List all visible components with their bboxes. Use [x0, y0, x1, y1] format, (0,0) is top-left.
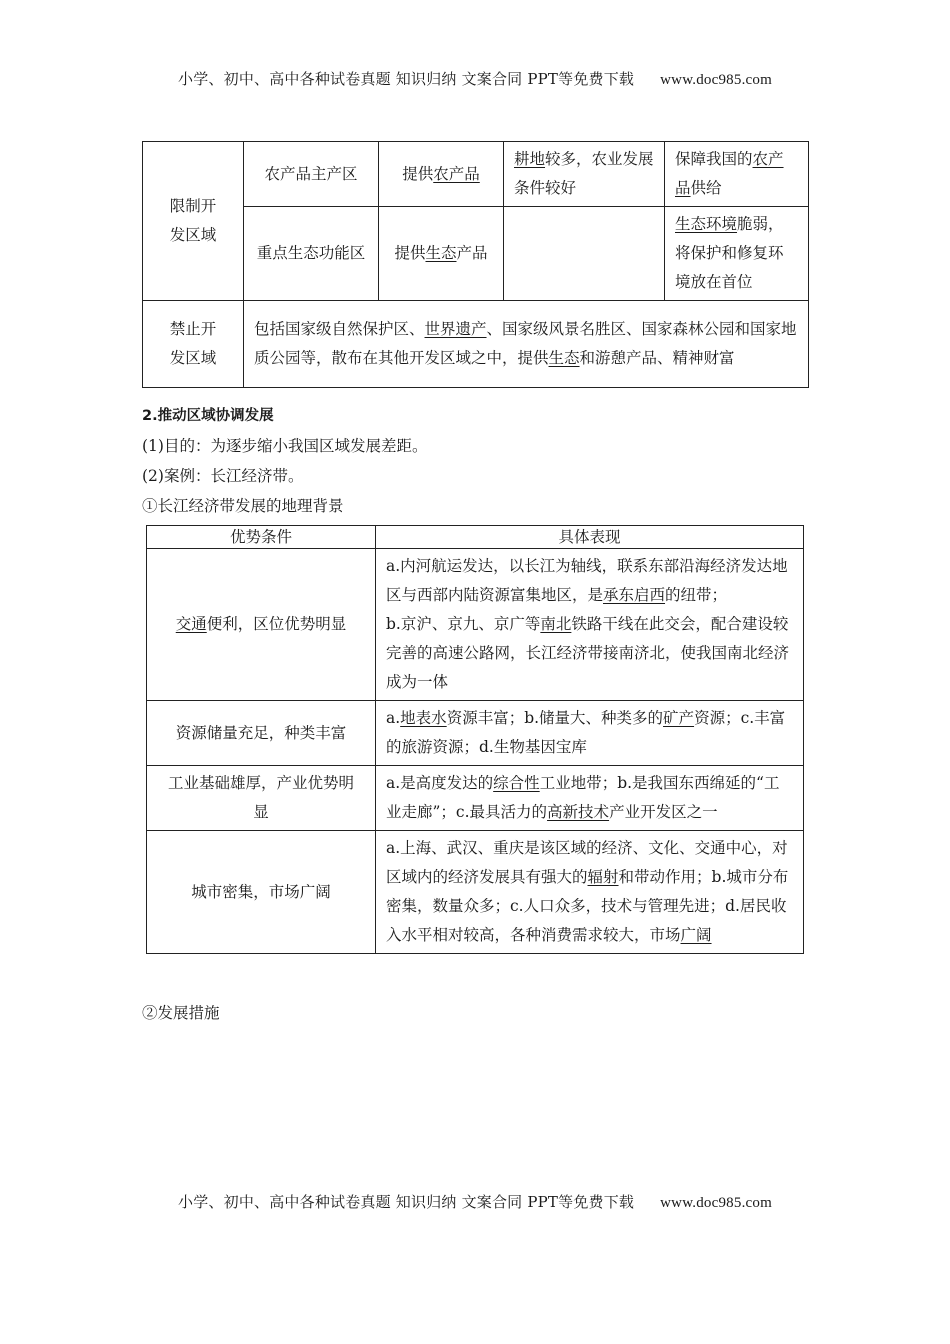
yangtze-advantages-table	[146, 525, 804, 954]
forbidden-zone-label: 禁止开发区域	[143, 301, 244, 388]
purpose-paragraph: (1)目的：为逐步缩小我国区域发展差距。	[142, 437, 428, 455]
development-zones-table	[142, 141, 809, 388]
eco-zone-type: 重点生态功能区	[244, 207, 379, 301]
transport-condition: 交通便利，区位优势明显	[147, 549, 376, 701]
header-advantage: 优势条件	[147, 526, 376, 549]
section-title: 2.推动区域协调发展	[142, 408, 274, 424]
geo-background-heading: ①长江经济带发展的地理背景	[142, 497, 344, 515]
agri-zone-condition: 耕地较多，农业发展条件较好	[504, 142, 665, 207]
industry-detail: a.是高度发达的综合性工业地带；b.是我国东西绵延的“工业走廊”；c.最具活力的高新技术产业开发区之一	[376, 766, 804, 831]
page-header	[0, 68, 950, 89]
agri-zone-goal: 保障我国的农产品供给	[665, 142, 809, 207]
industry-condition: 工业基础雄厚，产业优势明显	[147, 766, 376, 831]
header-text: 小学、初中、高中各种试卷真题 知识归纳 文案合同 PPT等免费下载	[178, 70, 635, 88]
eco-zone-function: 提供生态产品	[379, 207, 504, 301]
agri-zone-function: 提供农产品	[379, 142, 504, 207]
city-market-detail: a.上海、武汉、重庆是该区域的经济、文化、交通中心，对区域内的经济发展具有强大的辐射和带动作用；b.城市分布密集，数量众多；c.人口众多，技术与管理先进；d.居民收入水平相对较高，各种消费需求较大，市场广阔	[376, 831, 804, 954]
header-detail: 具体表现	[376, 526, 804, 549]
restricted-zone-label: 限制开发区域	[143, 142, 244, 301]
resource-condition: 资源储量充足，种类丰富	[147, 701, 376, 766]
eco-zone-goal: 生态环境脆弱，将保护和修复环境放在首位	[665, 207, 809, 301]
case-paragraph: (2)案例：长江经济带。	[142, 467, 304, 485]
forbidden-zone-description: 包括国家级自然保护区、世界遗产、国家级风景名胜区、国家森林公园和国家地质公园等，散布在其他开发区域之中，提供生态和游憩产品、精神财富	[244, 301, 809, 388]
resource-detail: a.地表水资源丰富；b.储量大、种类多的矿产资源；c.丰富的旅游资源；d.生物基因宝库	[376, 701, 804, 766]
footer-text: 小学、初中、高中各种试卷真题 知识归纳 文案合同 PPT等免费下载	[178, 1193, 635, 1211]
measures-heading: ②发展措施	[142, 1004, 220, 1022]
eco-zone-condition	[504, 207, 665, 301]
header-site[interactable]: www.doc985.com	[660, 72, 772, 88]
agri-zone-type: 农产品主产区	[244, 142, 379, 207]
footer-site[interactable]: www.doc985.com	[660, 1195, 772, 1211]
page-footer	[0, 1191, 950, 1212]
transport-detail: a.内河航运发达，以长江为轴线，联系东部沿海经济发达地区与西部内陆资源富集地区，是承东启西的纽带； b.京沪、京九、京广等南北铁路干线在此交会，配合建设较完善的高速公路网，长江经济带接南济北，使我国南北经济成为一体	[376, 549, 804, 701]
city-market-condition: 城市密集，市场广阔	[147, 831, 376, 954]
